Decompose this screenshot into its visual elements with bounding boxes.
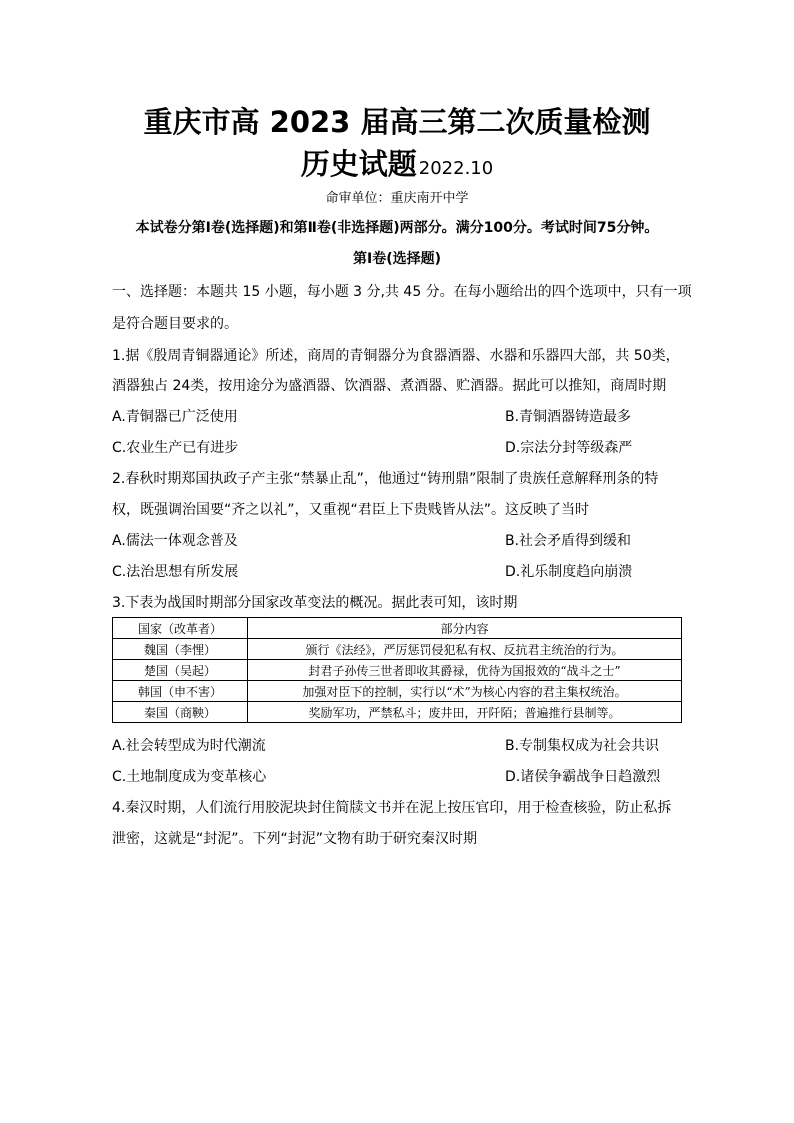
table-row xyxy=(113,660,682,681)
table-cell: 楚国（吴起） xyxy=(113,660,248,681)
question-3-option-b: B.专制集权成为社会共识 xyxy=(505,738,660,754)
section-title: 第Ⅰ卷(选择题) xyxy=(352,251,441,267)
exam-title: 重庆市高 2023 届高三第二次质量检测 xyxy=(143,105,651,139)
question-1-option-a: A.青铜器已广泛使用 xyxy=(112,409,238,425)
table-cell: 秦国（商鞅） xyxy=(113,702,248,723)
question-3-option-d: D.诸侯争霸战争日趋激烈 xyxy=(505,769,661,785)
question-1-option-b: B.青铜酒器铸造最多 xyxy=(505,409,632,425)
authoring-unit: 命审单位：重庆南开中学 xyxy=(325,191,469,206)
question-2-option-c: C.法治思想有所发展 xyxy=(112,564,239,580)
reform-table xyxy=(112,617,682,723)
table-cell: 加强对臣下的控制，实行以“术”为核心内容的君主集权统治。 xyxy=(248,681,682,702)
subject-title: 历史试题 xyxy=(300,147,417,181)
exam-instructions: 本试卷分第Ⅰ卷(选择题)和第Ⅱ卷(非选择题)两部分。满分100分。考试时间75分钟。 xyxy=(135,220,659,236)
exam-subtitle xyxy=(0,142,794,183)
question-3-option-a: A.社会转型成为时代潮流 xyxy=(112,738,266,754)
table-row xyxy=(113,702,682,723)
table-header-cell: 部分内容 xyxy=(248,618,682,639)
question-4-text: 4.秦汉时期，人们流行用胶泥块封住简牍文书并在泥上按压官印，用于检查核验，防止私拆 xyxy=(112,800,672,816)
question-2-text: 权，既强调治国要“齐之以礼”，又重视“君臣上下贵贱皆从法”。这反映了当时 xyxy=(112,502,590,518)
question-4-text: 泄密，这就是“封泥”。下列“封泥”文物有助于研究秦汉时期 xyxy=(112,831,478,847)
question-1-text: 1.据《殷周青铜器通论》所述，商周的青铜器分为食器酒器、水器和乐器四大部，共 50类， xyxy=(112,348,680,364)
question-2-text: 2.春秋时期郑国执政子产主张“禁暴止乱”，他通过“铸刑鼎”限制了贵族任意解释刑条的特 xyxy=(112,471,659,487)
question-2-option-a: A.儒法一体观念普及 xyxy=(112,533,238,549)
part-intro-line: 是符合题目要求的。 xyxy=(112,316,238,332)
question-3-text: 3.下表为战国时期部分国家改革变法的概况。据此表可知，该时期 xyxy=(112,595,518,611)
table-header-row xyxy=(113,618,682,639)
table-cell: 颁行《法经》，严厉惩罚侵犯私有权、反抗君主统治的行为。 xyxy=(248,639,682,660)
question-1-option-d: D.宗法分封等级森严 xyxy=(505,440,633,456)
table-cell: 封君子孙传三世者即收其爵禄，优待为国报效的“战斗之士” xyxy=(248,660,682,681)
question-3-option-c: C.土地制度成为变革核心 xyxy=(112,769,267,785)
question-1-text: 酒器独占 24类，按用途分为盛酒器、饮酒器、煮酒器、贮酒器。据此可以推知，商周时期 xyxy=(112,378,667,394)
question-2-option-d: D.礼乐制度趋向崩溃 xyxy=(505,564,633,580)
part-intro-line: 一、选择题：本题共 15 小题，每小题 3 分,共 45 分。在每小题给出的四个选项中，只有一项 xyxy=(112,284,692,300)
question-1-option-c: C.农业生产已有进步 xyxy=(112,440,239,456)
table-cell: 韩国（申不害） xyxy=(113,681,248,702)
table-header-cell: 国家（改革者） xyxy=(113,618,248,639)
question-2-option-b: B.社会矛盾得到缓和 xyxy=(505,533,632,549)
table-row xyxy=(113,639,682,660)
table-row xyxy=(113,681,682,702)
table-cell: 魏国（李悝） xyxy=(113,639,248,660)
table-cell: 奖励军功，严禁私斗；废井田，开阡陌；普遍推行县制等。 xyxy=(248,702,682,723)
exam-date: 2022.10 xyxy=(418,158,494,179)
